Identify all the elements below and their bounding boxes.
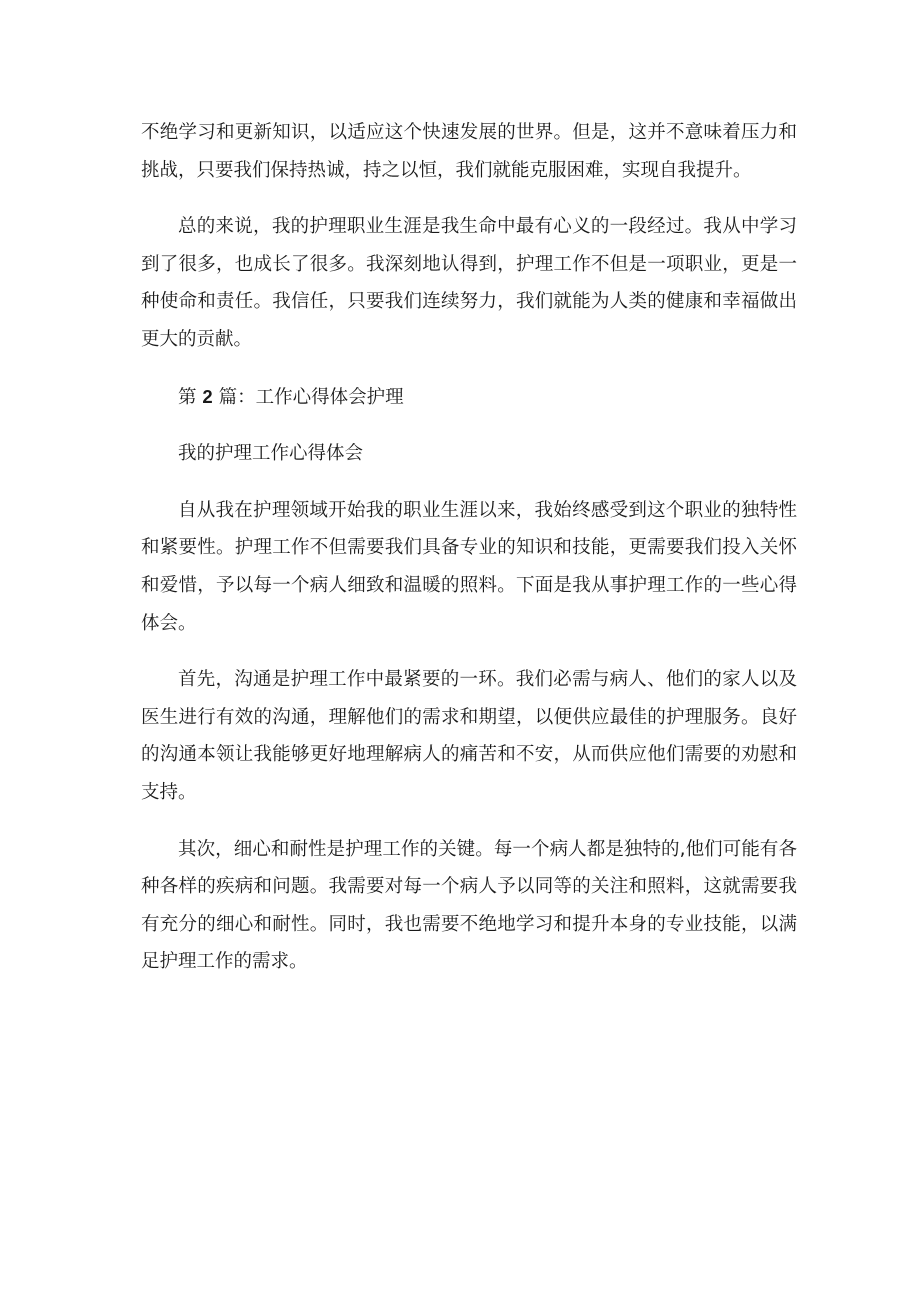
paragraph-intro: 自从我在护理领域开始我的职业生涯以来，我始终感受到这个职业的独特性和紧要性。护理工作不但需要我们具备专业的知识和技能，更需要我们投入关怀和爱惜，予以每一个病人细致和温暖的照料。下面是我从事护理工作的一些心得体会。: [141, 499, 797, 634]
section-heading-suffix: 篇：工作心得体会护理: [218, 386, 404, 408]
document-body: [141, 114, 797, 1000]
section-heading: [141, 378, 797, 417]
section-heading-prefix: 第: [178, 386, 197, 408]
section-heading-number: 2: [202, 385, 213, 407]
paragraph-first: 首先，沟通是护理工作中最紧要的一环。我们必需与病人、他们的家人以及医生进行有效的沟通，理解他们的需求和期望，以便供应最佳的护理服务。良好的沟通本领让我能够更好地理解病人的痛苦和不安，从而供应他们需要的劝慰和支持。: [141, 669, 797, 803]
paragraph-summary: 总的来说，我的护理职业生涯是我生命中最有心义的一段经过。我从中学习到了很多，也成长了很多。我深刻地认得到，护理工作不但是一项职业，更是一种使命和责任。我信任，只要我们连续努力，我们就能为人类的健康和幸福做出更大的贡献。: [141, 216, 797, 350]
article-title: 我的护理工作心得体会: [178, 443, 364, 465]
paragraph-continuation: 不绝学习和更新知识，以适应这个快速发展的世界。但是，这并不意味着压力和挑战，只要我们保持热诚，持之以恒，我们就能克服困难，实现自我提升。: [141, 122, 797, 181]
paragraph-second: 其次，细心和耐性是护理工作的关键。每一个病人都是独特的,他们可能有各种各样的疾病和问题。我需要对每一个病人予以同等的关注和照料，这就需要我有充分的细心和耐性。同时，我也需要不绝地学习和提升本身的专业技能，以满足护理工作的需求。: [141, 838, 797, 973]
